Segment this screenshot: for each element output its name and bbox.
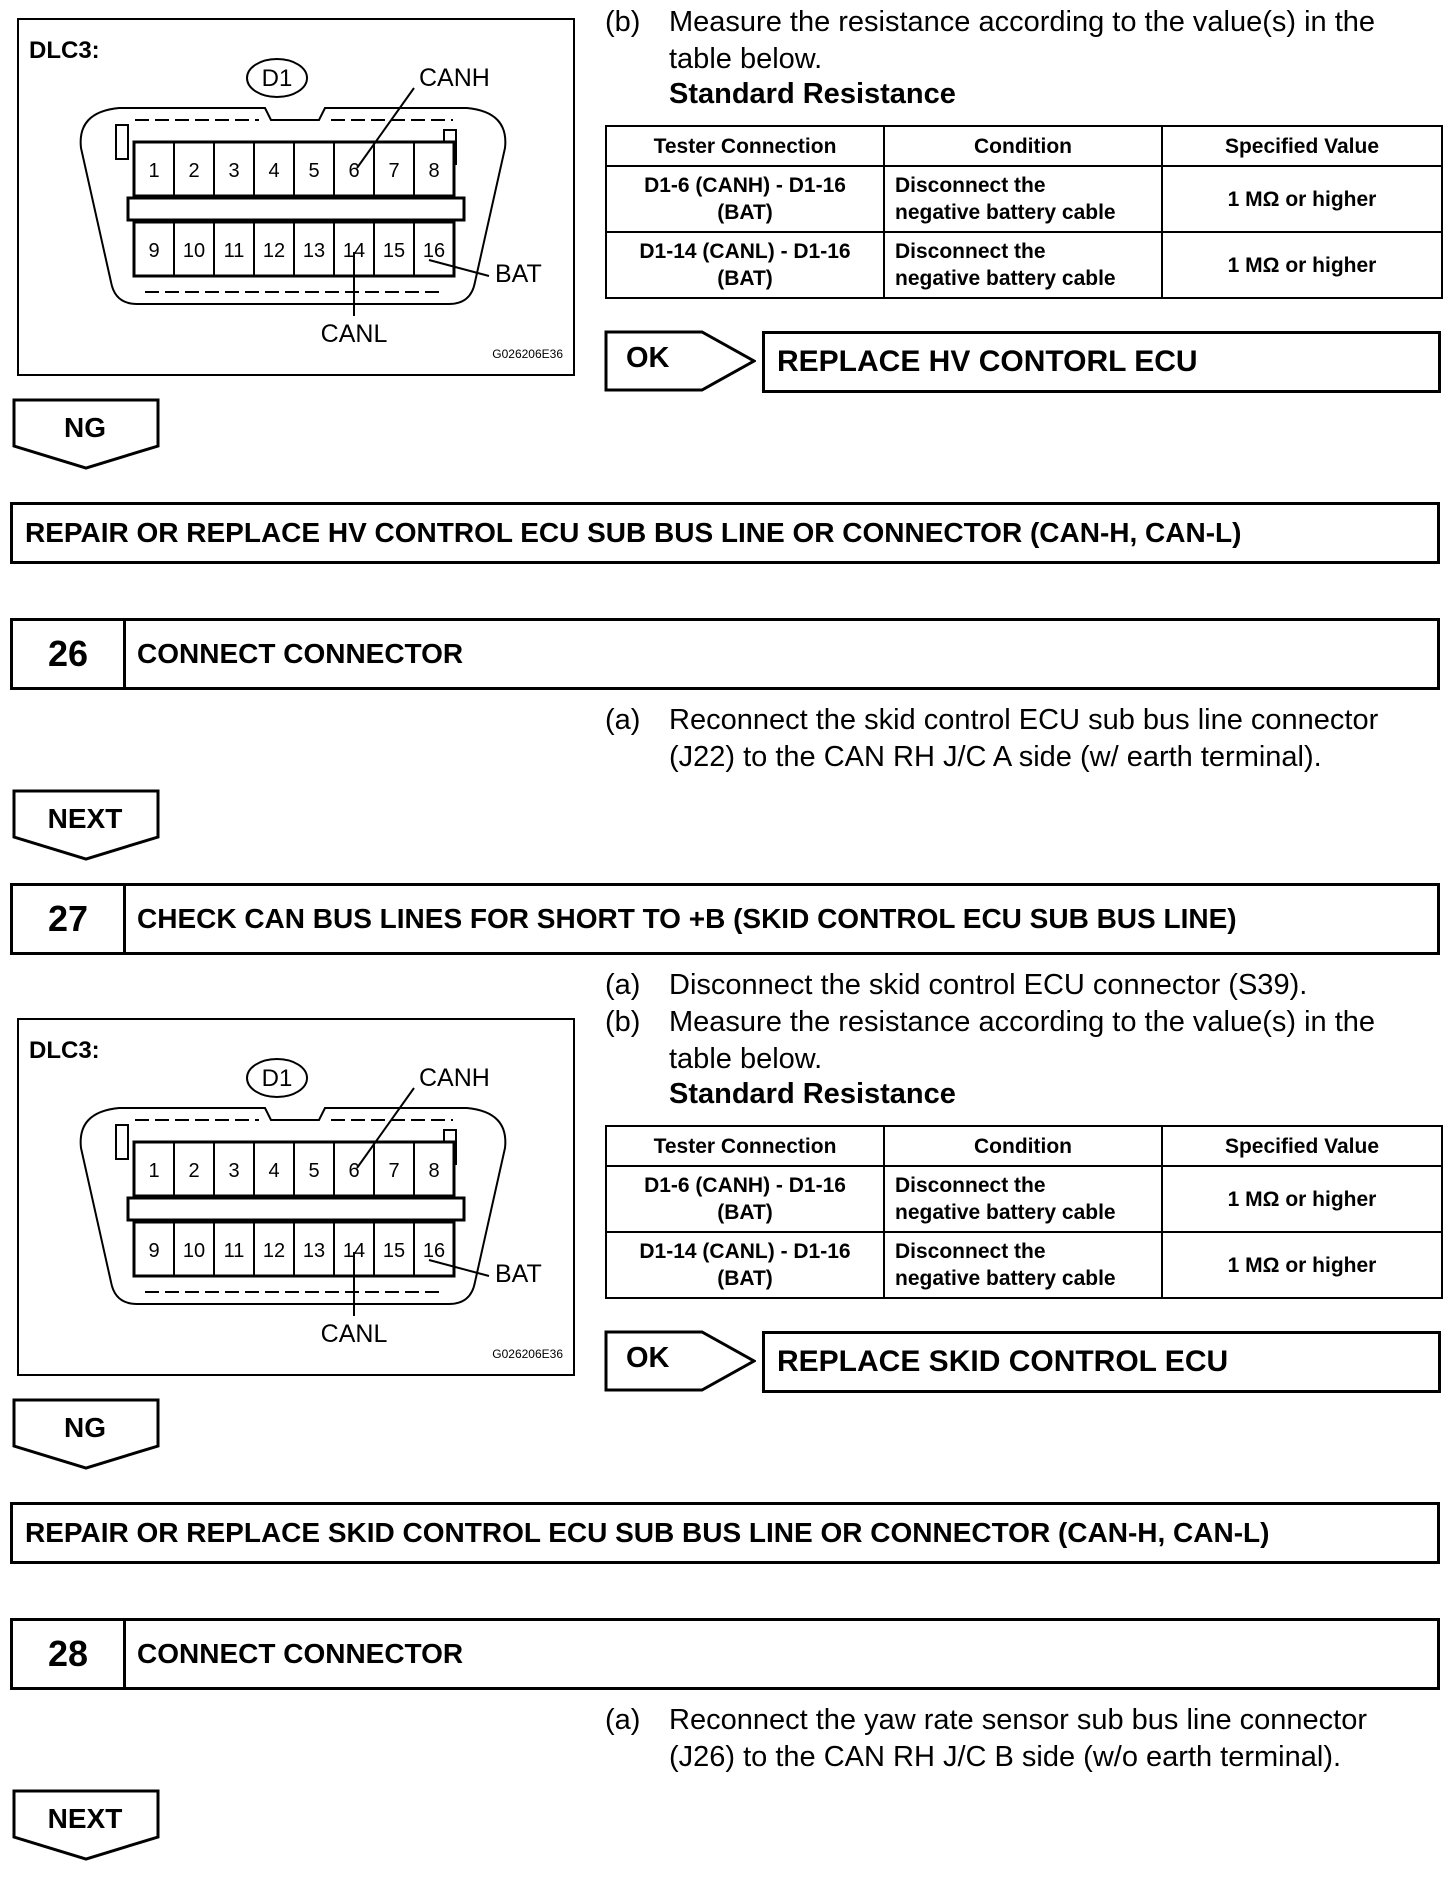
item-label: (b) [605, 1006, 641, 1038]
condition-cell [884, 1166, 1162, 1232]
cell-line: (BAT) [717, 267, 773, 290]
specified-value-cell: 1 MΩ or higher [1162, 1166, 1442, 1232]
ng-badge [12, 398, 160, 480]
pin-label: 9 [148, 240, 160, 262]
instruction-line: (J26) to the CAN RH J/C B side (w/o earth terminal). [669, 1741, 1342, 1773]
instruction-line: (J22) to the CAN RH J/C A side (w/ earth terminal). [669, 741, 1322, 773]
column-header: Tester Connection [606, 126, 884, 166]
step-number: 27 [13, 886, 126, 952]
pin-label: 8 [428, 160, 440, 182]
step26-a-instruction [605, 702, 1445, 782]
connector-label: D1 [261, 1065, 293, 1092]
pin-label: 4 [268, 1160, 280, 1182]
dlc3-diagram-1 [17, 18, 575, 376]
figure-code: G026206E36 [492, 347, 563, 361]
ok-label: OK [626, 342, 670, 374]
resistance-table-1 [605, 125, 1443, 299]
dlc3-connector-drawing [19, 20, 573, 374]
cell-line: D1-14 (CANL) - D1-16 [639, 240, 851, 263]
step-title: CONNECT CONNECTOR [137, 1638, 464, 1669]
instruction-line: Measure the resistance according to the value(s) in the [669, 6, 1376, 38]
ok-result-box: REPLACE SKID CONTROL ECU [762, 1331, 1441, 1393]
condition-cell [884, 232, 1162, 298]
pin-label: 5 [308, 160, 320, 182]
canh-label: CANH [419, 64, 490, 92]
pin-label: 10 [182, 240, 206, 262]
table-header-row [606, 126, 1442, 166]
pin-label: 7 [388, 160, 400, 182]
step-26-header [10, 618, 1440, 690]
next-badge [12, 789, 160, 871]
cell-line: (BAT) [717, 1201, 773, 1224]
resistance-table-2 [605, 1125, 1443, 1299]
tester-connection-cell [606, 1232, 884, 1298]
pin-label: 15 [382, 1240, 406, 1262]
step25-b-instruction [605, 4, 1445, 84]
pin-label: 11 [223, 240, 245, 262]
pin-label: 8 [428, 1160, 440, 1182]
ng-label: NG [64, 412, 106, 443]
column-header: Specified Value [1162, 126, 1442, 166]
instruction-line: table below. [669, 1043, 823, 1075]
specified-value-cell: 1 MΩ or higher [1162, 166, 1442, 232]
instruction-line: Reconnect the yaw rate sensor sub bus line connector [669, 1704, 1368, 1736]
step-number: 26 [13, 621, 126, 687]
dlc3-label: DLC3: [29, 1037, 100, 1064]
pin-label: 1 [148, 1160, 160, 1182]
standard-resistance-title: Standard Resistance [669, 1078, 956, 1110]
cell-line: negative battery cable [895, 1201, 1116, 1224]
item-label: (a) [605, 704, 641, 736]
canl-label: CANL [320, 320, 388, 348]
instruction-line: Reconnect the skid control ECU sub bus line connector [669, 704, 1379, 736]
bat-label: BAT [495, 260, 542, 288]
pin-label: 12 [262, 1240, 286, 1262]
instruction-line: Measure the resistance according to the value(s) in the [669, 1006, 1376, 1038]
cell-line: Disconnect the [895, 240, 1046, 263]
specified-value-cell: 1 MΩ or higher [1162, 1232, 1442, 1298]
instruction-line: table below. [669, 43, 823, 75]
pin-label: 11 [223, 1240, 245, 1262]
pin-label: 12 [262, 240, 286, 262]
specified-value-cell: 1 MΩ or higher [1162, 232, 1442, 298]
pin-label: 5 [308, 1160, 320, 1182]
pin-label: 13 [302, 240, 326, 262]
table-row [606, 232, 1442, 298]
condition-cell [884, 166, 1162, 232]
step-title: CHECK CAN BUS LINES FOR SHORT TO +B (SKID CONTROL ECU SUB BUS LINE) [137, 903, 1237, 934]
pin-label: 7 [388, 1160, 400, 1182]
ng-badge [12, 1398, 160, 1480]
table-row [606, 1166, 1442, 1232]
cell-line: (BAT) [717, 1267, 773, 1290]
tester-connection-cell [606, 166, 884, 232]
item-label: (a) [605, 1704, 641, 1736]
dlc3-label: DLC3: [29, 37, 100, 64]
column-header: Tester Connection [606, 1126, 884, 1166]
next-badge [12, 1789, 160, 1871]
column-header: Condition [884, 1126, 1162, 1166]
pin-label: 10 [182, 1240, 206, 1262]
cell-line: D1-6 (CANH) - D1-16 [644, 174, 846, 197]
column-header: Condition [884, 126, 1162, 166]
instruction-line: Disconnect the skid control ECU connector (S39). [669, 969, 1308, 1001]
column-header: Specified Value [1162, 1126, 1442, 1166]
table-row [606, 166, 1442, 232]
cell-line: D1-14 (CANL) - D1-16 [639, 1240, 851, 1263]
cell-line: (BAT) [717, 201, 773, 224]
pin-label: 1 [148, 160, 160, 182]
tester-connection-cell [606, 1166, 884, 1232]
pin-label: 6 [348, 160, 360, 182]
tester-connection-cell [606, 232, 884, 298]
pin-label: 16 [422, 240, 446, 262]
ok-arrow [604, 330, 756, 392]
ok-result-box: REPLACE HV CONTORL ECU [762, 331, 1441, 393]
step-number: 28 [13, 1621, 126, 1687]
cell-line: D1-6 (CANH) - D1-16 [644, 1174, 846, 1197]
pin-label: 6 [348, 1160, 360, 1182]
ng-result-box: REPAIR OR REPLACE SKID CONTROL ECU SUB BUS LINE OR CONNECTOR (CAN-H, CAN-L) [10, 1502, 1440, 1564]
cell-line: negative battery cable [895, 267, 1116, 290]
item-label: (b) [605, 6, 641, 38]
next-label: NEXT [47, 803, 123, 834]
standard-resistance-title: Standard Resistance [669, 78, 956, 110]
dlc3-diagram-2 [17, 1018, 575, 1376]
pin-label: 3 [228, 160, 240, 182]
cell-line: Disconnect the [895, 1240, 1046, 1263]
pin-label: 14 [342, 240, 366, 262]
step28-a-instruction [605, 1702, 1445, 1782]
dlc3-connector-drawing [19, 1020, 573, 1374]
step-28-header [10, 1618, 1440, 1690]
pin-label: 16 [422, 1240, 446, 1262]
step-title: CONNECT CONNECTOR [137, 638, 464, 669]
connector-label: D1 [261, 65, 293, 92]
ok-arrow [604, 1330, 756, 1392]
table-header-row [606, 1126, 1442, 1166]
pin-label: 13 [302, 1240, 326, 1262]
next-label: NEXT [47, 1803, 123, 1834]
pin-label: 3 [228, 1160, 240, 1182]
condition-cell [884, 1232, 1162, 1298]
table-row [606, 1232, 1442, 1298]
step27-a-instruction [605, 967, 1445, 1007]
pin-label: 2 [188, 1160, 200, 1182]
canl-label: CANL [320, 1320, 388, 1348]
figure-code: G026206E36 [492, 1347, 563, 1361]
ng-label: NG [64, 1412, 106, 1443]
ok-label: OK [626, 1342, 670, 1374]
step27-b-instruction [605, 1004, 1445, 1084]
pin-label: 2 [188, 160, 200, 182]
bat-label: BAT [495, 1260, 542, 1288]
cell-line: Disconnect the [895, 174, 1046, 197]
cell-line: Disconnect the [895, 1174, 1046, 1197]
pin-label: 14 [342, 1240, 366, 1262]
pin-label: 9 [148, 1240, 160, 1262]
ng-result-box: REPAIR OR REPLACE HV CONTROL ECU SUB BUS LINE OR CONNECTOR (CAN-H, CAN-L) [10, 502, 1440, 564]
pin-label: 15 [382, 240, 406, 262]
item-label: (a) [605, 969, 641, 1001]
canh-label: CANH [419, 1064, 490, 1092]
cell-line: negative battery cable [895, 201, 1116, 224]
cell-line: negative battery cable [895, 1267, 1116, 1290]
step-27-header [10, 883, 1440, 955]
pin-label: 4 [268, 160, 280, 182]
